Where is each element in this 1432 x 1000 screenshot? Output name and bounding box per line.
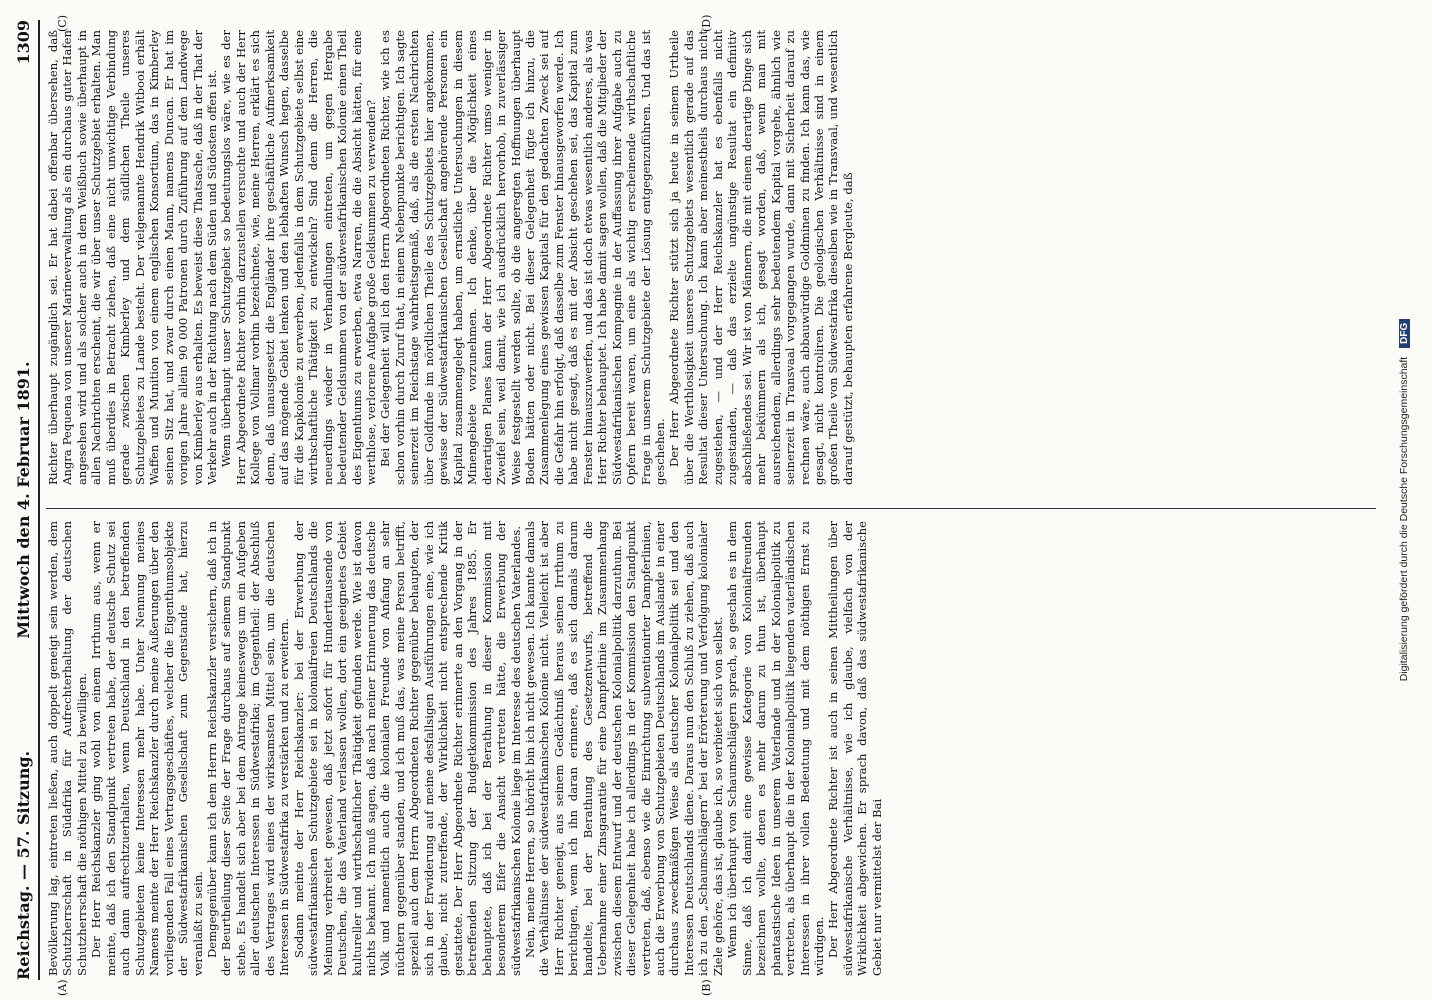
paragraph: Der Herr Abgeordnete Richter ist auch in seinen Mittheilungen über südwestafrikanische Verhältnisse, wie ich glaube, vielfach von der Wirklichkeit abgewichen. Er sprach davon, daß das südwestafrikanische Gebiet nur vermittelst der Bai <box>826 521 884 976</box>
footer-text: Digitalisierung gefördert durch die Deutsche Forschungsgemeinschaft <box>1398 356 1410 682</box>
margin-marker-b: (B) <box>700 979 713 996</box>
text-column-left <box>46 521 1376 976</box>
paragraph: Wenn ich überhaupt von Schaumschlägern sprach, so geschah es in dem Sinne, daß ich damit eine gewisse Kategorie von Kolonialfreunden bezeichnen wollte, denen es mehr darum zu thun ist, überhaupt phantastische Ideen in unserem Vaterlande und in der Kolonialpolitik zu vertreten, als überhaupt die in der Kolonialpolitik liegenden vaterländischen Interessen in ihrer vollen Bedeutung und mit dem nöthigen Ernst zu würdigen. <box>725 521 827 976</box>
column-divider <box>46 508 1376 509</box>
margin-marker-d: (D) <box>700 14 713 32</box>
paragraph: Der Herr Abgeordnete Richter stützt sich ja heute in seinem Urtheile über die Werthlosigkeit unseres Schutzgebiets wesentlich gerade auf das Resultat dieser Untersuchung. Ich kann aber meinestheils durchaus nicht zugestehen, — und der Herr Reichskanzler hat es ebenfalls nicht zugestanden, — daß das erzielte ungünstige Resultat ein definitiv abschließendes sei. Wir ist von Männern, die mit einem derartige Dinge sich mehr bekümmern als ich, gesagt worden, daß, wenn man mit ausreichendem, allerdings sehr bedeutendem Kapital vorgehe, ähnlich wie seinerzeit in Transvaal vorgegangen wurde, dann mit Sicherheit darauf zu rechnen wäre, auch abbauwürdige Goldminen zu finden. Ich kann das, wie gesagt, nicht kontroliren. Die geologischen Verhältnisse sind in einem großen Theile von Südwestafrika dieselben wie in Transvaal, und wesentlich darauf gestützt, behaupten erfahrene Bergleute, daß <box>667 30 855 485</box>
paragraph: Demgegenüber kann ich dem Herrn Reichskanzler versichern, daß ich in der Beurtheilung dieser Seite der Frage durchaus auf seinem Standpunkt stehe. Es handelt sich aber bei dem Antrage keineswegs um ein Aufgeben aller deutschen Interessen in Südwestafrika; im Gegentheil: der Abschluß des Vertrages wird eines der wirksamsten Mittel sein, um die deutschen Interessen in Südwestafrika zu verstärken und zu erweitern. <box>204 521 292 976</box>
paragraph: Nein, meine Herren, so thöricht bin ich nicht gewesen. Ich kannte damals die Verhältnisse der südwestafrikanischen Kolonie nicht. Vielleicht ist aber Herr Richter geneigt, aus seinem Gedächtniß heraus seinen Irrthum zu berichtigen, wenn ich ihn daran erinnere, daß es sich damals darum handelte, bei der Berathung des Gesetzentwurfs, betreffend die Uebernahme einer Zinsgarantie für eine Dampferlinie im Zusammenhang zwischen diesem Entwurf und der deutschen Kolonialpolitik darzuthun. Bei dieser Gelegenheit habe ich allerdings in der Kommission den Standpunkt vertreten, daß, ebenso wie die Einrichtung subventionirter Dampferlinien, auch die Erwerbung von Schutzgebieten Deutschlands im Auslande in einer durchaus zweckmäßigen Weise als deutscher Kolonialpolitik sei und den Interessen Deutschlands diene. Daraus nun den Schluß zu ziehen, daß auch ich zu den „Schaumschlägern“ bei der Erörterung und Verfolgung kolonialer Ziele gehöre, das ist, glaube ich, so verbietet sich von selbst. <box>522 521 725 976</box>
footer-credit <box>1398 0 1410 1000</box>
paragraph: Wenn überhaupt unser Schutzgebiet so bedeutungslos wäre, wie es der Herr Abgeordnete Richter vorhin darzustellen versuchte und auch der Herr Kollege von Vollmar vorhin bezeichnete, wie, meine Herren, erklärt es sich denn, daß unausgesetzt die Engländer ihre geschäftliche Aufmerksamkeit auf das mögende Gebiet lenken und den lebhaften Wunsch hegen, dasselbe für die Kapkolonie zu erwerben, jedenfalls in dem Schutzgebiete selbst eine wirthschaftliche Thätigkeit zu entwickeln? Sind denn die Herren, die neuerdings wieder in Verhandlungen eintreten, um gegen Hergabe bedeutender Geldsummen von der südwestafrikanischen Kolonie einen Theil des Eigenthums zu erwerben, etwa Narren, die die Absicht hätten, für eine werthlose, verlorene Aufgabe große Geldsummen zu verwenden? <box>219 30 378 485</box>
paragraph: Richter überhaupt zugänglich sei. Er hat dabei offenbar übersehen, daß Angra Pequena von unserer Marineverwaltung als ein durchaus guter Hafen angesehen wird und als solcher auch in dem Weißbuch sowie überhaupt in allen Nachrichten erscheint, die wir über unser Schutzgebiet erhalten. Man muß überdies in Betracht ziehen, daß eine nicht unwichtige Verbindung gerade zwischen Kimberley und dem südlichen Theile unseres Schutzgebietes zu Lande besteht. Der vielgenannte Hendrik Witbooi erhält Waffen und Munition von einem englischen Konsortium, das in Kimberley seinen Sitz hat, und zwar durch einen Mann, namens Duncan. Er hat im vorigen Jahre allein 90 000 Patronen durch Zuführung auf dem Landwege von Kimberley aus erhalten. Es beweist diese Thatsache, daß in der That der Verkehr auch in der Richtung nach dem Süden und Südosten offen ist. <box>46 30 219 485</box>
margin-marker-a: (A) <box>56 979 69 996</box>
paragraph: Bevölkerung lag, eintreten ließen, auch doppelt geneigt sein werden, dem Schutzherrschaft in Südafrika für Aufrechterhaltung der deutschen Schutzherrschaft die nöthigen Mittel zu bewilligen. <box>46 521 89 976</box>
margin-marker-c: (C) <box>56 15 69 32</box>
paragraph: Bei der Gelegenheit will ich den Herrn Abgeordneten Richter, wie ich es schon vorhin durch Zuruf that, in einem Nebenpunkte berichtigen. Ich sagte seinerzeit im Reichstage wahrheitsgemäß, daß, als die ersten Nachrichten über Goldfunde im nördlichen Theile des Schutzgebiets hier angekommen, gewisse der Südwestafrikanischen Gesellschaft angehörende Personen ein Kapital zusammengelegt haben, um ernstliche Untersuchungen in diesem Minengebiete vorzunehmen. Ich denke, über die Möglichkeit eines derartigen Planes kann der Herr Abgeordnete Richter umso weniger in Zweifel sein, weil damit, wie ich ausdrücklich hervorhob, in zuverlässiger Weise festgestellt werden sollte, ob die angeregten Hoffnungen überhaupt Boden hätten oder nicht. Bei dieser Gelegenheit fügte ich hinzu, die Zusammenlegung eines gewissen Kapitals für den gedachten Zweck sei auf die Gefahr hin erfolgt, daß dasselbe zum Fenster hinausgeworfen werde. Ich habe nicht gesagt, daß es mit der Absicht geschehen sei, das Kapital zum Fenster hinauszuwerfen, und das ist doch etwas wesentlich anderes, als was Herr Richter behauptet. Ich habe damit sagen wollen, daß die Mitglieder der Südwestafrikanischen Kompagnie in der Auffassung ihrer Aufgabe auch zu Opfern bereit waren, um eine als wichtig erscheinende wirthschaftliche Frage in unserem Schutzgebiete der Lösung entgegenzuführen. Und das ist geschehen. <box>378 30 668 485</box>
header-date: Mittwoch den 4. Februar 1891. <box>14 361 33 639</box>
page-number: 1309 <box>14 20 33 65</box>
page-header <box>8 20 40 980</box>
dfg-logo: DFG <box>1399 319 1410 348</box>
text-column-right <box>46 30 1376 485</box>
paragraph: Der Herr Reichskanzler ging wohl von einem Irrthum aus, wenn er meinte, daß ich den Standpunkt vertreten habe, der deutsche Schutz sei auch dann aufrechtzuerhalten, wenn Deutschland in den betreffenden Schutzgebieten keine Interessen mehr habe. Unter Nennung meines Namens meinte der Herr Reichskanzler durch meine Äußerungen über den vorliegenden Fall eines Vertragsgeschäftes, welcher die Eigenthumsobjekte der Südwestafrikanischen Gesellschaft zum Gegenstande hat, hierzu veranlaßt zu sein. <box>89 521 205 976</box>
paragraph: Sodann meinte der Herr Reichskanzler: bei der Erwerbung der südwestafrikanischen Schutzgebiete sei in kolonialfreien Deutschlands die Meinung verbreitet gewesen, daß jetzt sofort für Hunderttausende von Deutschen, die das Vaterland verlassen wollen, dort ein geeignetes Gebiet kultureller und wirthschaftlicher Thätigkeit gefunden werde. Wie ist davon nichts bekannt. Ich muß sagen, daß nach meiner Erinnerung das deutsche Volk und namentlich auch die kolonialen Freunde von Anfang an sehr nüchtern gegenüber standen, und ich muß das, was meine Person betrifft, speziell auch dem Herrn Abgeordneten Richter gegenüber behaupten, der sich in der Erwiderung auf meine desfallsigen Ausführungen eine, wie ich glaube, nicht zutreffende, der Wirklichkeit nicht entsprechende Kritik gestattete. Der Herr Abgeordnete Richter erinnerte an den Vorgang in der betreffenden Sitzung der Budgetkommission des Jahres 1885. Er behauptete, daß ich bei der Berathung in dieser Kommission mit besonderem Eifer die Ansicht vertreten hätte, die Erwerbung der südwestafrikanischen Kolonie liege im Interesse des deutschen Vaterlandes. <box>291 521 523 976</box>
header-session: Reichstag. — 57. Sitzung. <box>14 750 33 980</box>
